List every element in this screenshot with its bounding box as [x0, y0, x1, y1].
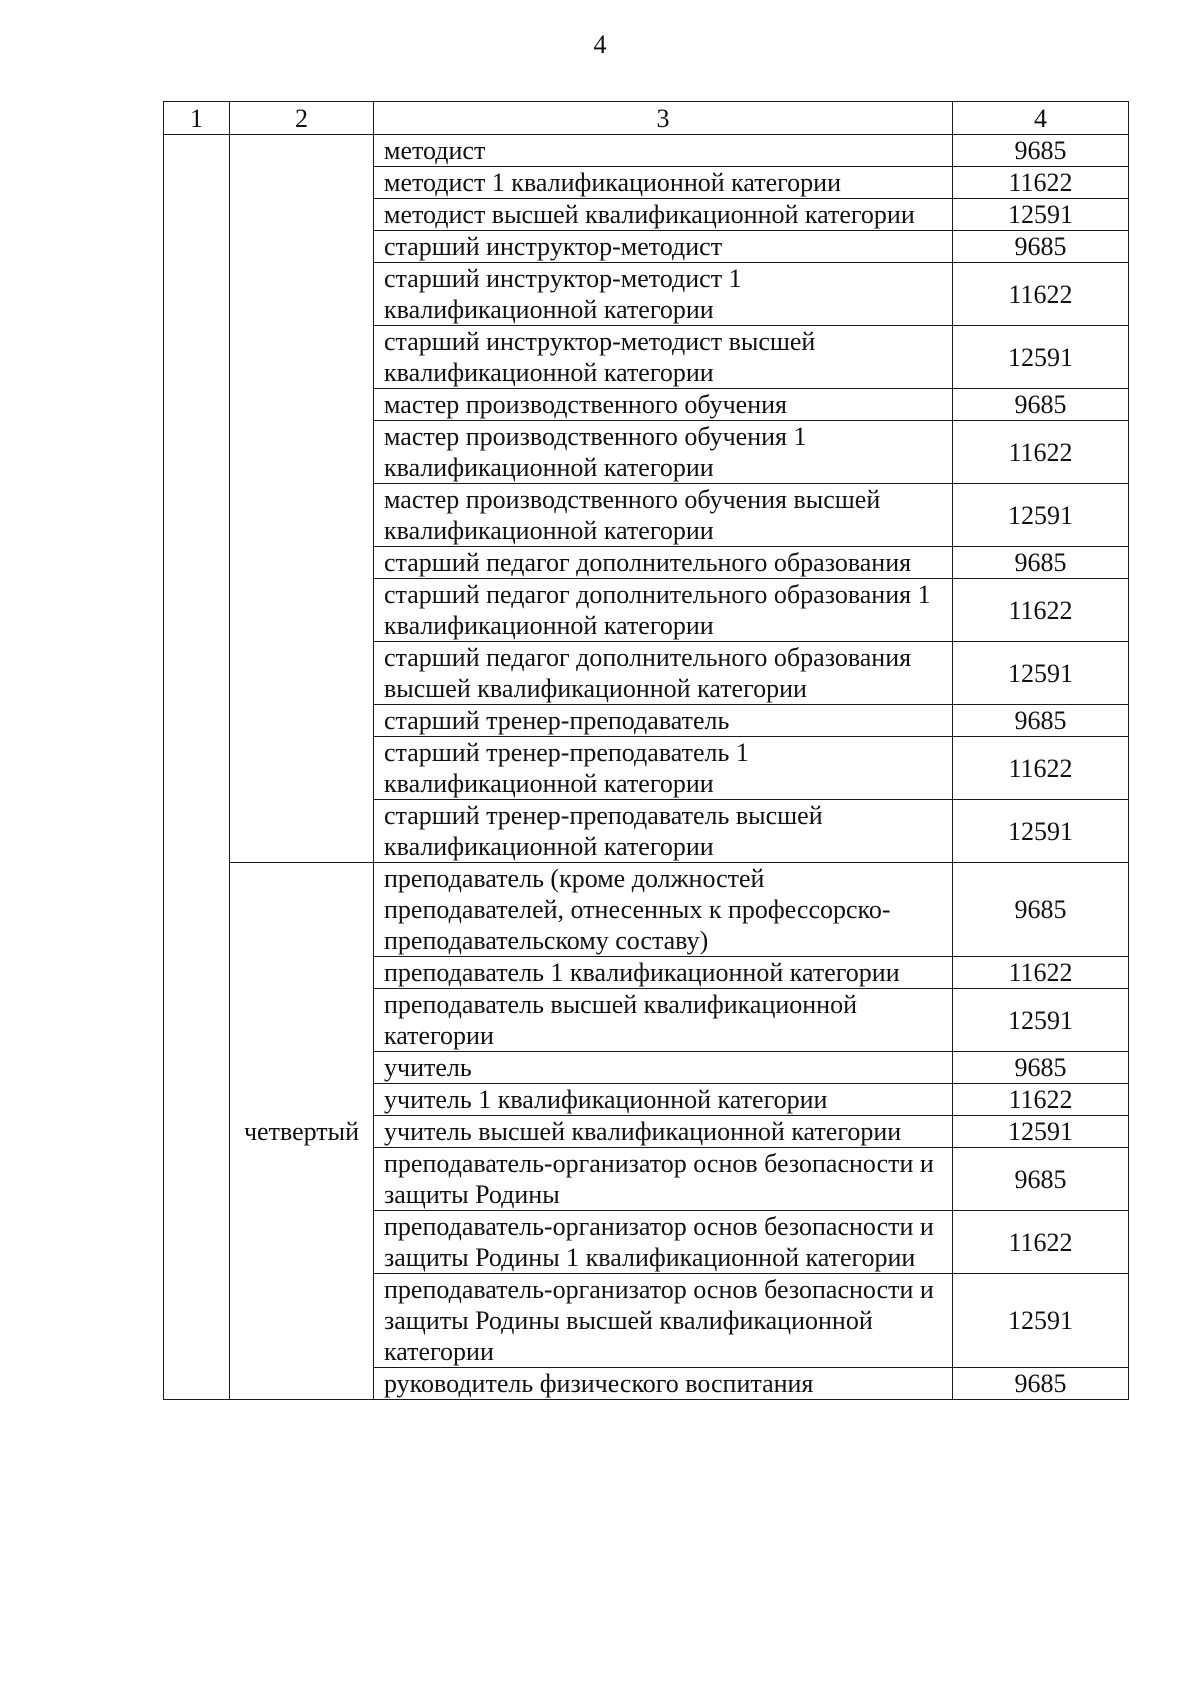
salary-cell: 9685 — [953, 389, 1129, 421]
position-cell: учитель высшей квалификационной категории — [374, 1116, 953, 1148]
salary-cell: 9685 — [953, 1052, 1129, 1084]
position-cell: мастер производственного обучения 1 квалификационной категории — [374, 421, 953, 484]
position-cell: преподаватель-организатор основ безопасности и защиты Родины — [374, 1148, 953, 1211]
salary-cell: 11622 — [953, 263, 1129, 326]
position-cell: методист 1 квалификационной категории — [374, 167, 953, 199]
salary-cell: 12591 — [953, 484, 1129, 547]
salary-cell: 11622 — [953, 1084, 1129, 1116]
table-body — [164, 135, 1129, 1400]
header-row — [164, 102, 1129, 135]
position-cell: руководитель физического воспитания — [374, 1368, 953, 1400]
qualification-level-cell: четвертый — [230, 863, 374, 1400]
position-cell: преподаватель 1 квалификационной категории — [374, 957, 953, 989]
number-column-cell — [164, 135, 230, 1400]
position-cell: методист — [374, 135, 953, 167]
position-cell: старший инструктор-методист высшей квалификационной категории — [374, 326, 953, 389]
salary-cell: 12591 — [953, 1116, 1129, 1148]
salary-cell: 12591 — [953, 989, 1129, 1052]
salary-cell: 11622 — [953, 167, 1129, 199]
table-row — [164, 135, 1129, 167]
salary-cell: 12591 — [953, 800, 1129, 863]
salary-cell: 9685 — [953, 1148, 1129, 1211]
position-cell: преподаватель-организатор основ безопасности и защиты Родины 1 квалификационной категории — [374, 1211, 953, 1274]
salary-cell: 9685 — [953, 231, 1129, 263]
salary-cell: 11622 — [953, 421, 1129, 484]
salary-table — [163, 101, 1129, 1400]
position-cell: методист высшей квалификационной категории — [374, 199, 953, 231]
position-cell: старший педагог дополнительного образования — [374, 547, 953, 579]
position-cell: учитель — [374, 1052, 953, 1084]
salary-cell: 9685 — [953, 135, 1129, 167]
salary-cell: 12591 — [953, 642, 1129, 705]
position-cell: преподаватель (кроме должностей преподавателей, отнесенных к профессорско-преподавательскому составу) — [374, 863, 953, 957]
salary-cell: 9685 — [953, 547, 1129, 579]
salary-cell: 12591 — [953, 326, 1129, 389]
header-col-2: 2 — [230, 102, 374, 135]
qualification-level-cell — [230, 135, 374, 863]
position-cell: преподаватель-организатор основ безопасности и защиты Родины высшей квалификационной категории — [374, 1274, 953, 1368]
table-row — [164, 863, 1129, 957]
position-cell: старший инструктор-методист — [374, 231, 953, 263]
position-cell: преподаватель высшей квалификационной категории — [374, 989, 953, 1052]
salary-cell: 11622 — [953, 579, 1129, 642]
salary-cell: 12591 — [953, 1274, 1129, 1368]
table-header — [164, 102, 1129, 135]
header-col-1: 1 — [164, 102, 230, 135]
position-cell: старший педагог дополнительного образования 1 квалификационной категории — [374, 579, 953, 642]
position-cell: учитель 1 квалификационной категории — [374, 1084, 953, 1116]
salary-cell: 12591 — [953, 199, 1129, 231]
salary-cell: 11622 — [953, 1211, 1129, 1274]
salary-cell: 9685 — [953, 705, 1129, 737]
position-cell: мастер производственного обучения высшей квалификационной категории — [374, 484, 953, 547]
salary-cell: 9685 — [953, 1368, 1129, 1400]
position-cell: старший тренер-преподаватель высшей квалификационной категории — [374, 800, 953, 863]
salary-cell: 11622 — [953, 737, 1129, 800]
header-col-4: 4 — [953, 102, 1129, 135]
position-cell: старший тренер-преподаватель 1 квалификационной категории — [374, 737, 953, 800]
position-cell: старший тренер-преподаватель — [374, 705, 953, 737]
position-cell: старший педагог дополнительного образования высшей квалификационной категории — [374, 642, 953, 705]
salary-cell: 11622 — [953, 957, 1129, 989]
position-cell: мастер производственного обучения — [374, 389, 953, 421]
position-cell: старший инструктор-методист 1 квалификационной категории — [374, 263, 953, 326]
page-number: 4 — [593, 30, 607, 59]
salary-cell: 9685 — [953, 863, 1129, 957]
header-col-3: 3 — [374, 102, 953, 135]
